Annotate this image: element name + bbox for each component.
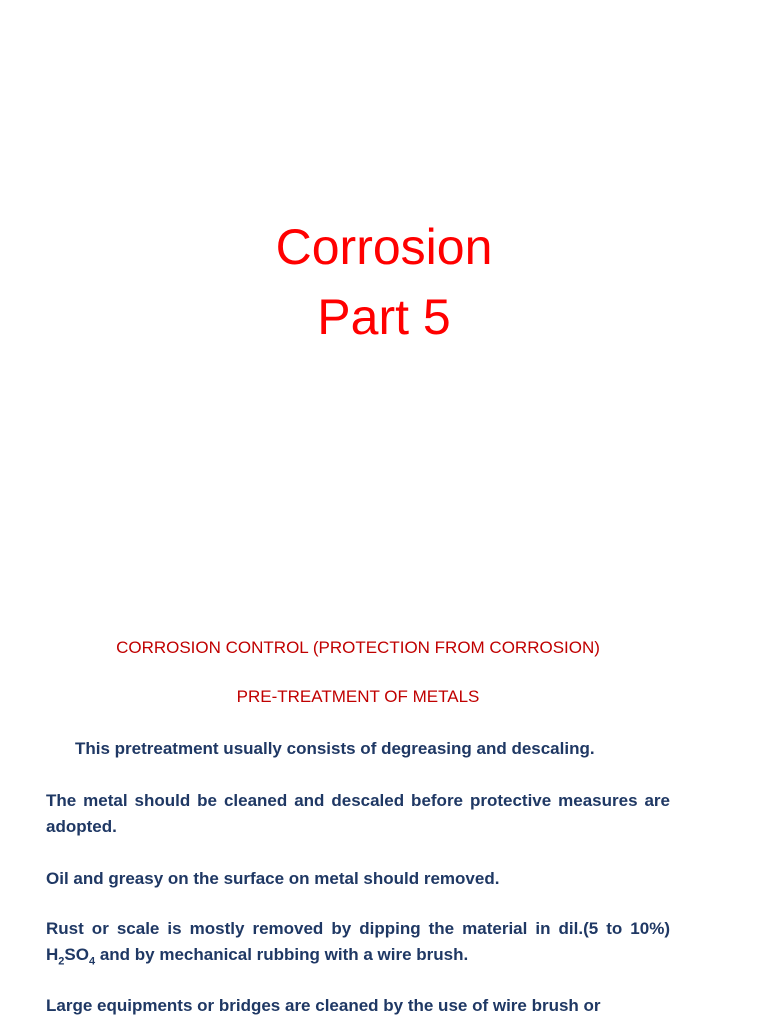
paragraph-large-equipment: Large equipments or bridges are cleaned by the use of wire brush or — [46, 996, 601, 1015]
descaling-text-so: SO — [64, 945, 89, 964]
sub-heading: PRE-TREATMENT OF METALS — [236, 687, 480, 706]
title-line-1: Corrosion — [275, 219, 493, 275]
title-line-2: Part 5 — [317, 289, 451, 345]
paragraph-pretreatment: This pretreatment usually consists of degreasing and descaling. — [75, 739, 595, 758]
descaling-text-start: Rust or scale is mostly removed by dipping the material in dil.(5 to 10%) H — [46, 919, 670, 964]
descaling-text-end: and by mechanical rubbing with a wire brush. — [95, 945, 469, 964]
paragraph-descaling — [46, 916, 670, 968]
subscript-2: 2 — [58, 955, 65, 968]
paragraph-degreasing: Oil and greasy on the surface on metal should removed. — [46, 869, 500, 888]
paragraph-cleaning: The metal should be cleaned and descaled before protective measures are adopted. — [46, 791, 670, 836]
section-heading: CORROSION CONTROL (PROTECTION FROM CORROSION) — [116, 638, 600, 657]
slide-title — [0, 212, 768, 352]
subscript-4: 4 — [88, 955, 96, 968]
